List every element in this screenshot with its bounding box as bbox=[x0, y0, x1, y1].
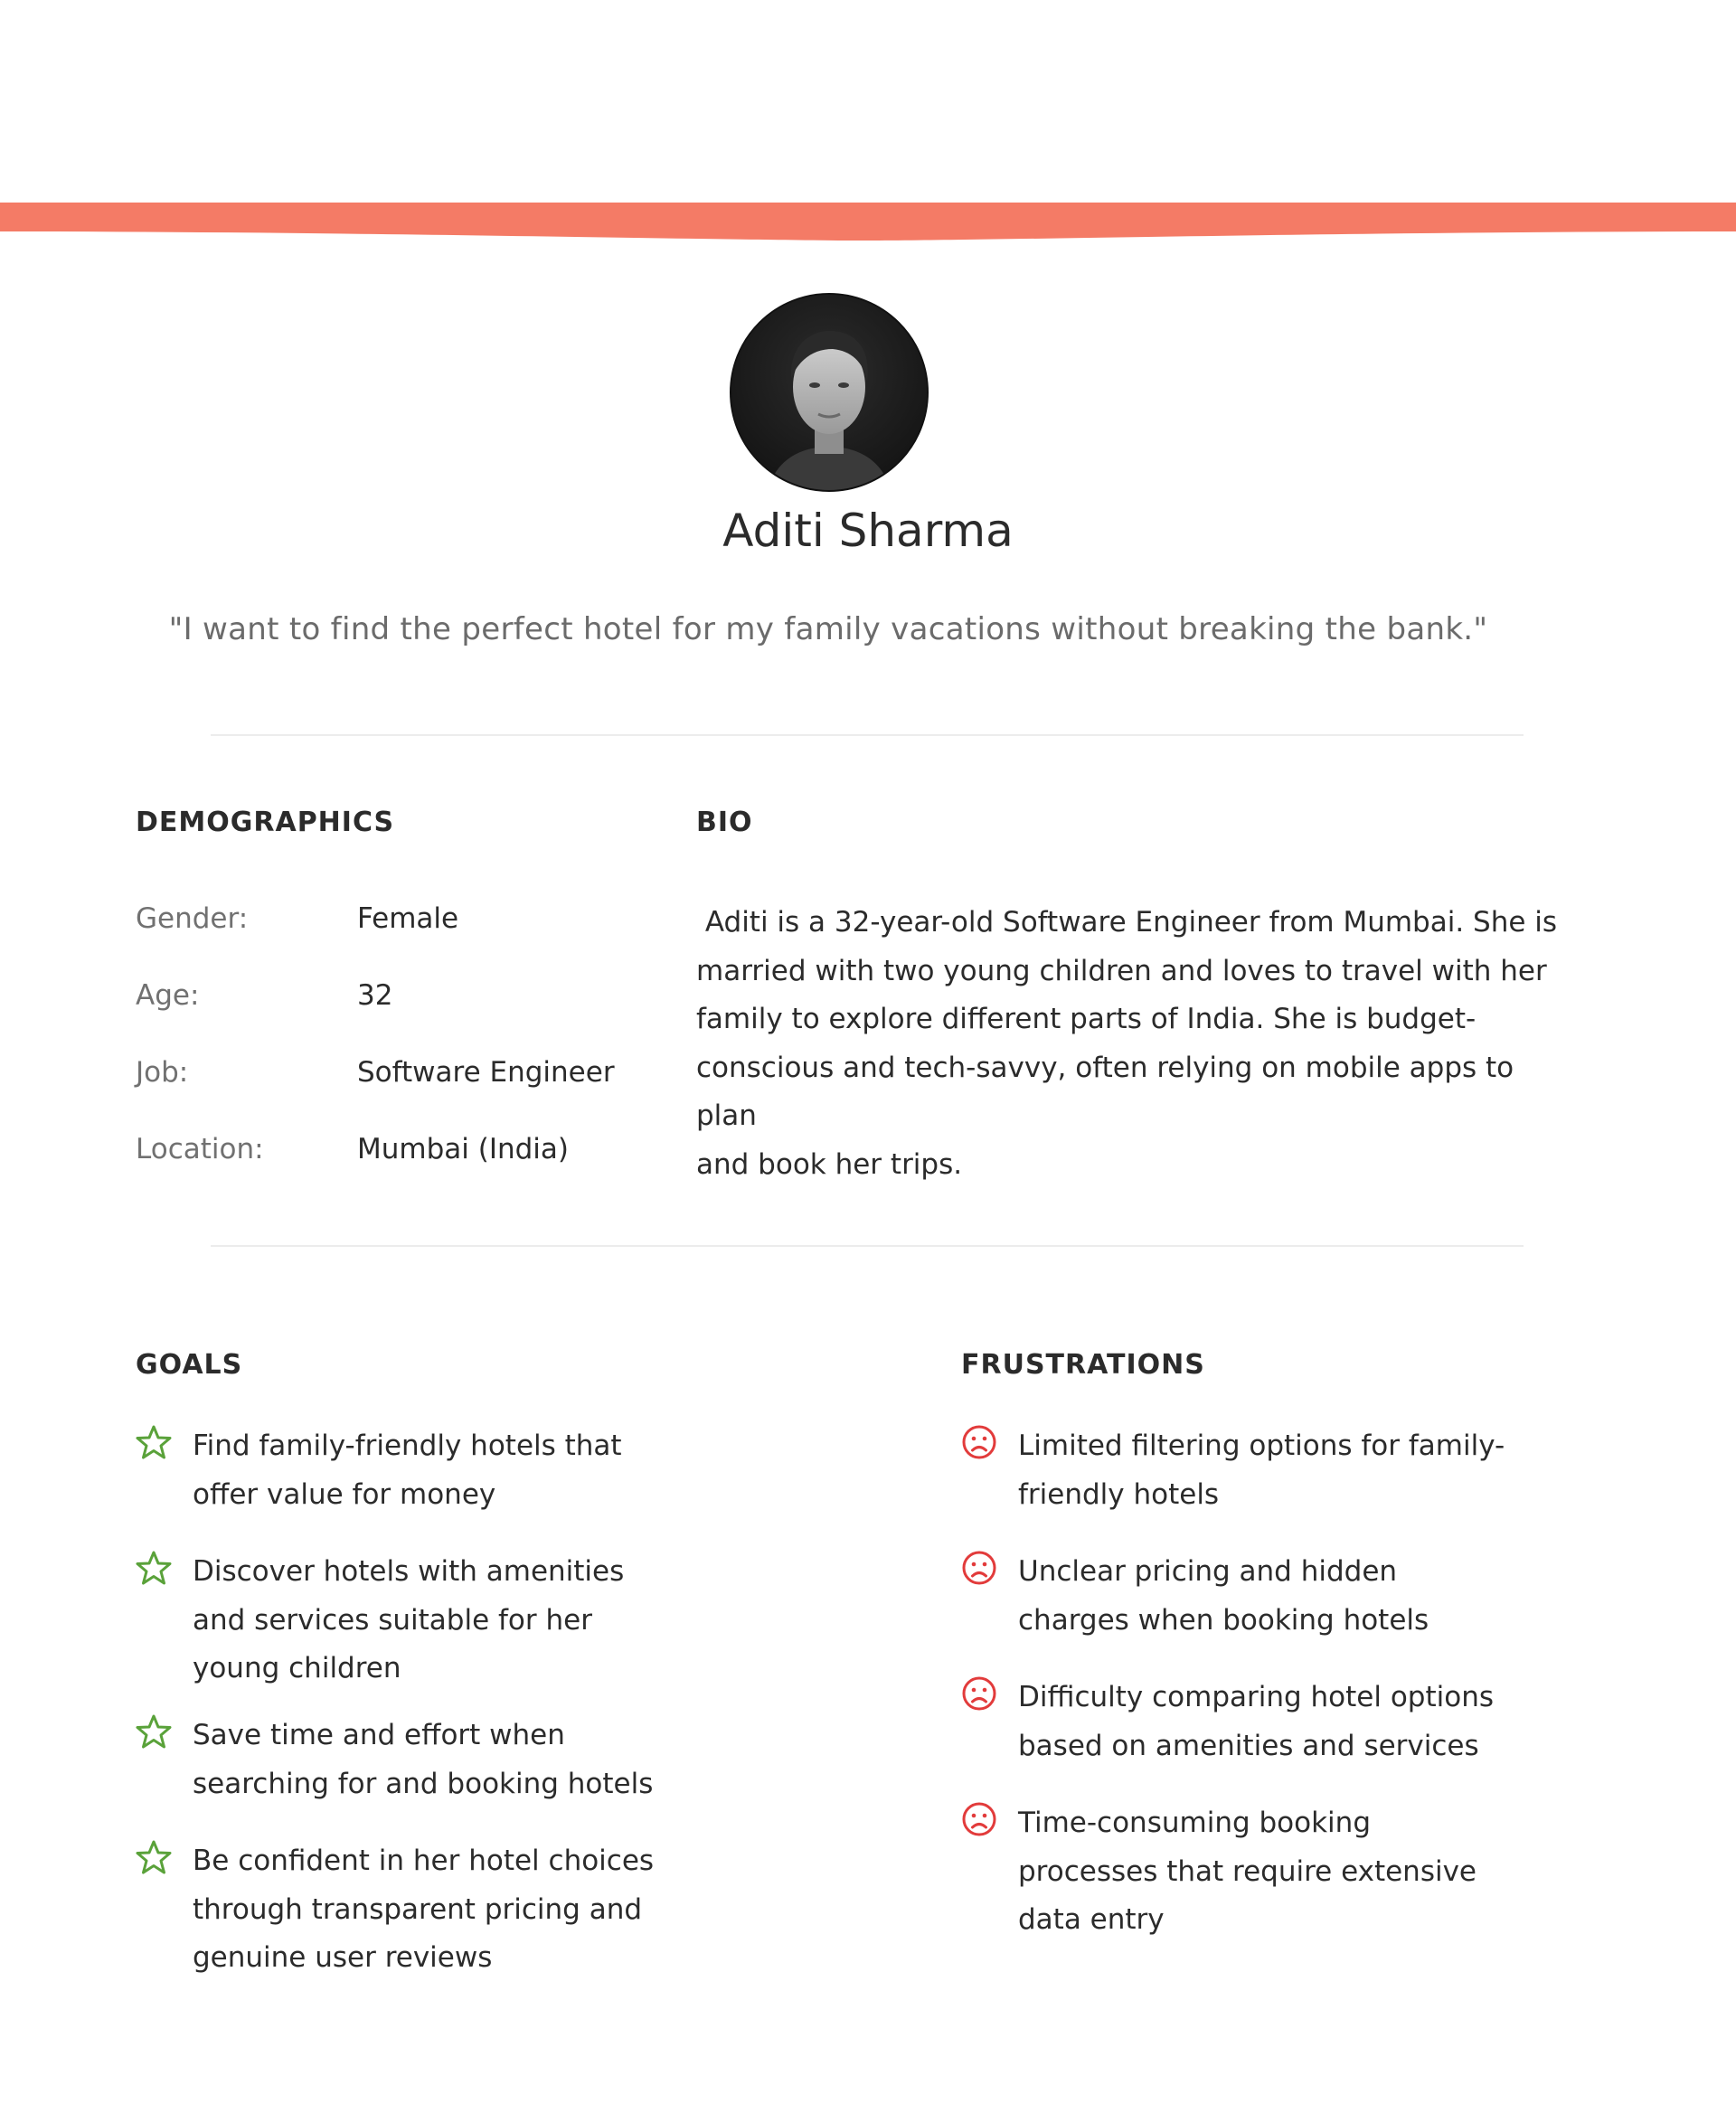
frustrations-heading: FRUSTRATIONS bbox=[961, 1349, 1205, 1381]
demographics-label: Location: bbox=[136, 1133, 264, 1165]
demographics-value: Mumbai (India) bbox=[357, 1133, 569, 1165]
goal-text: Save time and effort when searching for and booking hotels bbox=[193, 1719, 654, 1800]
goal-text: Find family-friendly hotels that offer value for money bbox=[193, 1429, 622, 1511]
sad-face-icon bbox=[961, 1550, 997, 1586]
frustration-text: Difficulty comparing hotel options based on amenities and services bbox=[1018, 1681, 1495, 1762]
sad-face-icon bbox=[961, 1675, 997, 1712]
demographics-row-job bbox=[136, 1056, 642, 1096]
frustration-text: Limited filtering options for family-friendly hotels bbox=[1018, 1429, 1505, 1511]
divider bbox=[211, 734, 1524, 736]
bio-text: Aditi is a 32-year-old Software Engineer from Mumbai. She is married with two young children and loves to travel with her family to explore different parts of India. She is budget- conscious and tech-savvy, often relying on mobile apps to plan and book her trips. bbox=[696, 906, 1558, 1181]
goals-heading: GOALS bbox=[136, 1349, 243, 1381]
demographics-label: Age: bbox=[136, 979, 200, 1012]
demographics-value: Female bbox=[357, 902, 459, 935]
star-icon bbox=[136, 1713, 172, 1750]
sad-face-icon bbox=[961, 1424, 997, 1460]
accent-band bbox=[0, 203, 1736, 242]
demographics-label: Gender: bbox=[136, 902, 249, 935]
goal-text: Be confident in her hotel choices through transparent pricing and genuine user reviews bbox=[193, 1845, 655, 1974]
persona-name: Aditi Sharma bbox=[722, 505, 1014, 557]
demographics-row-gender bbox=[136, 902, 642, 942]
star-icon bbox=[136, 1550, 172, 1586]
demographics-value: 32 bbox=[357, 979, 393, 1012]
frustration-text: Time-consuming booking processes that require extensive data entry bbox=[1018, 1807, 1477, 1936]
demographics-value: Software Engineer bbox=[357, 1056, 615, 1089]
avatar bbox=[730, 293, 929, 492]
demographics-row-location bbox=[136, 1133, 642, 1173]
star-icon bbox=[136, 1839, 172, 1875]
bio-heading: BIO bbox=[696, 807, 753, 838]
sad-face-icon bbox=[961, 1801, 997, 1837]
persona-quote: "I want to find the perfect hotel for my family vacations without breaking the bank." bbox=[168, 611, 1488, 647]
demographics-label: Job: bbox=[136, 1056, 189, 1089]
frustration-text: Unclear pricing and hidden charges when booking hotels bbox=[1018, 1555, 1429, 1637]
demographics-heading: DEMOGRAPHICS bbox=[136, 807, 395, 838]
star-icon bbox=[136, 1424, 172, 1460]
divider bbox=[211, 1245, 1524, 1247]
goal-text: Discover hotels with amenities and services suitable for her young children bbox=[193, 1555, 625, 1684]
demographics-row-age bbox=[136, 979, 642, 1019]
